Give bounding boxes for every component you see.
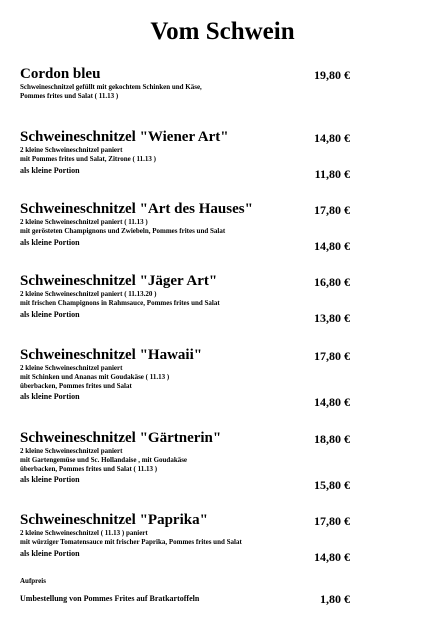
small-portion-label: als kleine Portion [20,475,80,484]
menu-item-paprika [20,512,350,564]
item-desc-line: mit Schinken und Ananas mit Goudakäse ( 11.13 ) [20,373,170,381]
item-desc-line: mit gerösteten Champignons und Zwiebeln, Pommes frites und Salat [20,227,226,235]
item-name: Schweineschnitzel "Jäger Art" [20,273,218,289]
item-desc-line: Schweineschnitzel gefüllt mit gekochtem Schinken und Käse, [20,83,202,91]
small-portion-price: 14,80 € [314,395,350,409]
small-portion-label: als kleine Portion [20,238,80,247]
item-price: 16,80 € [314,275,350,289]
item-name: Schweineschnitzel "Hawaii" [20,347,203,363]
small-portion-price: 13,80 € [314,311,350,325]
item-name: Cordon bleu [20,66,101,82]
item-desc-line: mit frischen Champignons in Rahmsauce, Pommes frites und Salat [20,299,220,307]
item-name: Schweineschnitzel "Art des Hauses" [20,201,253,217]
small-portion-price: 11,80 € [314,167,350,181]
small-portion-label: als kleine Portion [20,392,80,401]
item-desc-line: 2 kleine Schweineschnitzel paniert [20,364,123,372]
small-portion-label: als kleine Portion [20,310,80,319]
item-desc-line: überbacken, Pommes frites und Salat ( 11.13 ) [20,465,158,473]
item-desc-line: 2 kleine Schweineschnitzel paniert ( 11.13.20 ) [20,290,157,298]
surcharge-heading: Aufpreis [20,577,46,585]
item-desc-line: 2 kleine Schweineschnitzel ( 11.13 ) paniert [20,529,148,537]
menu-item-gaertnerin [20,430,350,492]
small-portion-label: als kleine Portion [20,549,80,558]
item-price: 19,80 € [314,68,350,82]
item-desc-line: überbacken, Pommes frites und Salat [20,382,132,390]
item-name: Schweineschnitzel "Wiener Art" [20,129,229,145]
menu-item-cordon-bleu [20,66,350,101]
menu-item-jaeger-art [20,273,350,325]
item-desc-line: mit Pommes frites und Salat, Zitrone ( 11.13 ) [20,155,156,163]
page-title: Vom Schwein [150,18,295,45]
item-desc-line: mit Gartengemüse und Sc. Hollandaise , mit Goudakäse [20,456,188,464]
item-price: 17,80 € [314,349,350,363]
item-name: Schweineschnitzel "Paprika" [20,512,208,528]
item-name: Schweineschnitzel "Gärtnerin" [20,430,222,446]
item-desc-line: 2 kleine Schweineschnitzel paniert ( 11.13 ) [20,218,148,226]
small-portion-price: 14,80 € [314,239,350,253]
small-portion-label: als kleine Portion [20,166,80,175]
small-portion-price: 14,80 € [314,550,350,564]
item-price: 17,80 € [314,203,350,217]
item-price: 17,80 € [314,514,350,528]
menu-item-hawaii [20,347,350,409]
surcharge-section [20,577,350,604]
item-desc-line: 2 kleine Schweineschnitzel paniert [20,146,123,154]
item-desc-line: 2 kleine Schweineschnitzel paniert [20,447,123,455]
item-price: 18,80 € [314,432,350,446]
item-desc-line: mit würziger Tomatensauce mit frischer Paprika, Pommes frites und Salat [20,538,242,546]
surcharge-label: Umbestellung von Pommes Frites auf Bratkartoffeln [20,594,200,603]
surcharge-price: 1,80 € [320,592,350,606]
menu-item-wiener-art [20,129,350,181]
item-price: 14,80 € [314,131,350,145]
menu-item-art-des-hauses [20,201,350,253]
small-portion-price: 15,80 € [314,478,350,492]
item-desc-line: Pommes frites und Salat ( 11.13 ) [20,92,119,100]
